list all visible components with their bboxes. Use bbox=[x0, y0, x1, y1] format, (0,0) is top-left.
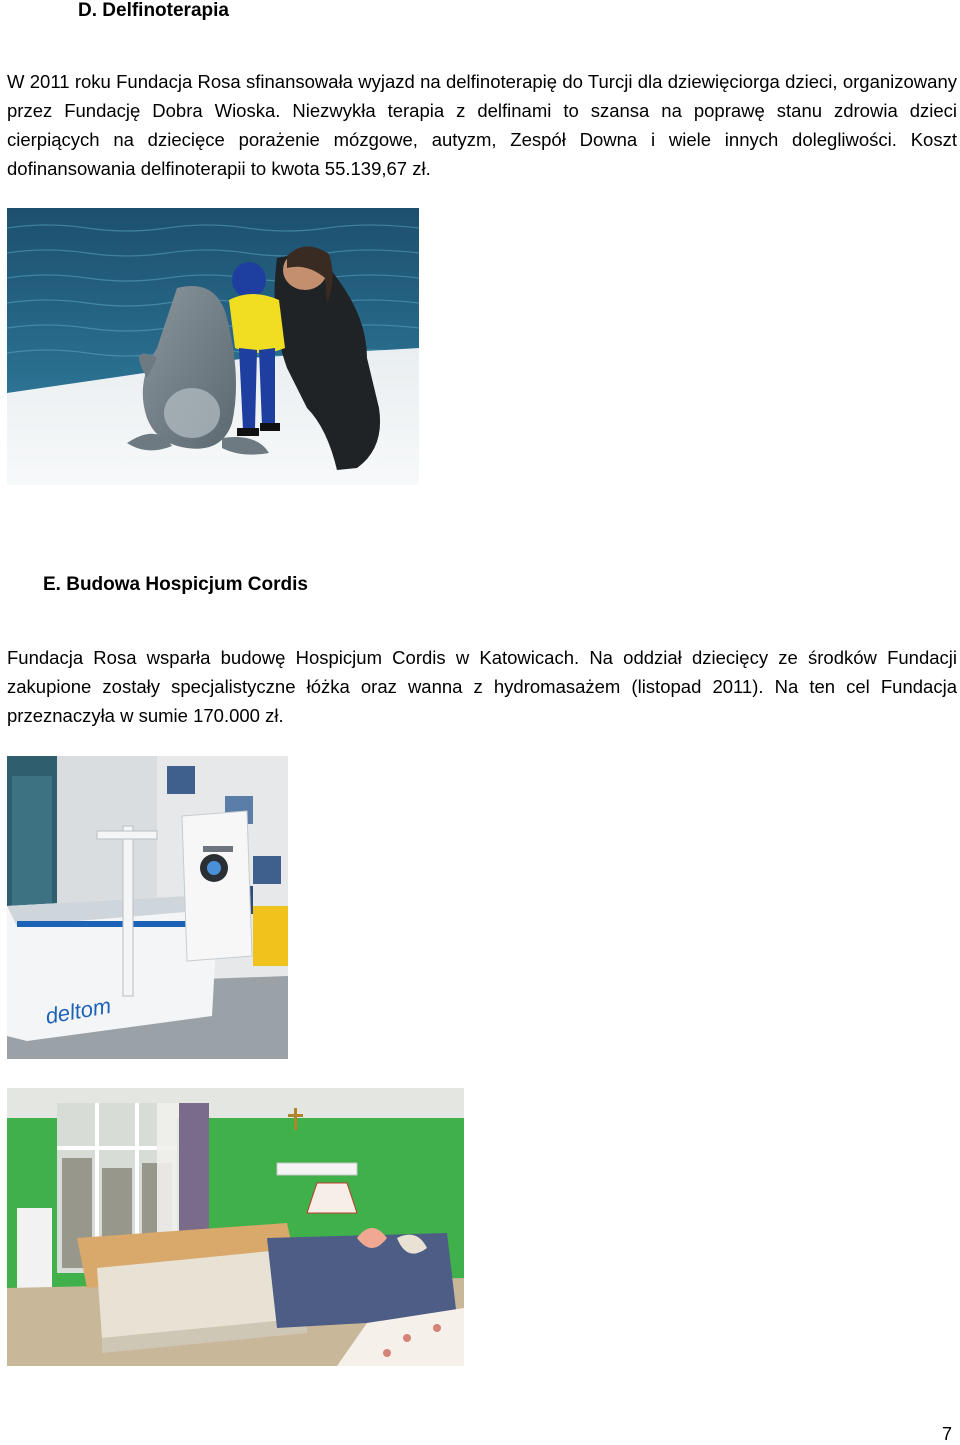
section-e-heading: E. Budowa Hospicjum Cordis bbox=[43, 574, 308, 595]
hydromassage-bathtub-photo bbox=[7, 756, 288, 1059]
section-d-heading: D. Delfinoterapia bbox=[78, 0, 229, 21]
hospice-room-photo bbox=[7, 1088, 464, 1366]
section-d-paragraph: W 2011 roku Fundacja Rosa sfinansowała wyjazd na delfinoterapię do Turcji dla dziewięciorga dzieci, organizowany przez Fundację Dobra Wioska. Niezwykła terapia z delfinami to szansa na poprawę stanu zdrowia dzieci cierpiących na dziecięce porażenie mózgowe, autyzm, Zespół Downa i wiele innych dolegliwości. Koszt dofinansowania delfinoterapii to kwota 55.139,67 zł. bbox=[7, 71, 957, 179]
page-number: 7 bbox=[941, 1424, 952, 1444]
dolphin-therapy-photo bbox=[7, 208, 419, 485]
bathtub-brand-label: deltom bbox=[43, 992, 113, 1029]
section-e-paragraph: Fundacja Rosa wsparła budowę Hospicjum Cordis w Katowicach. Na oddział dziecięcy ze środków Fundacji zakupione zostały specjalistyczne łóżka oraz wanna z hydromasażem (listopad 2011). Na ten cel Fundacja przeznaczyła w sumie 170.000 zł. bbox=[7, 647, 957, 726]
